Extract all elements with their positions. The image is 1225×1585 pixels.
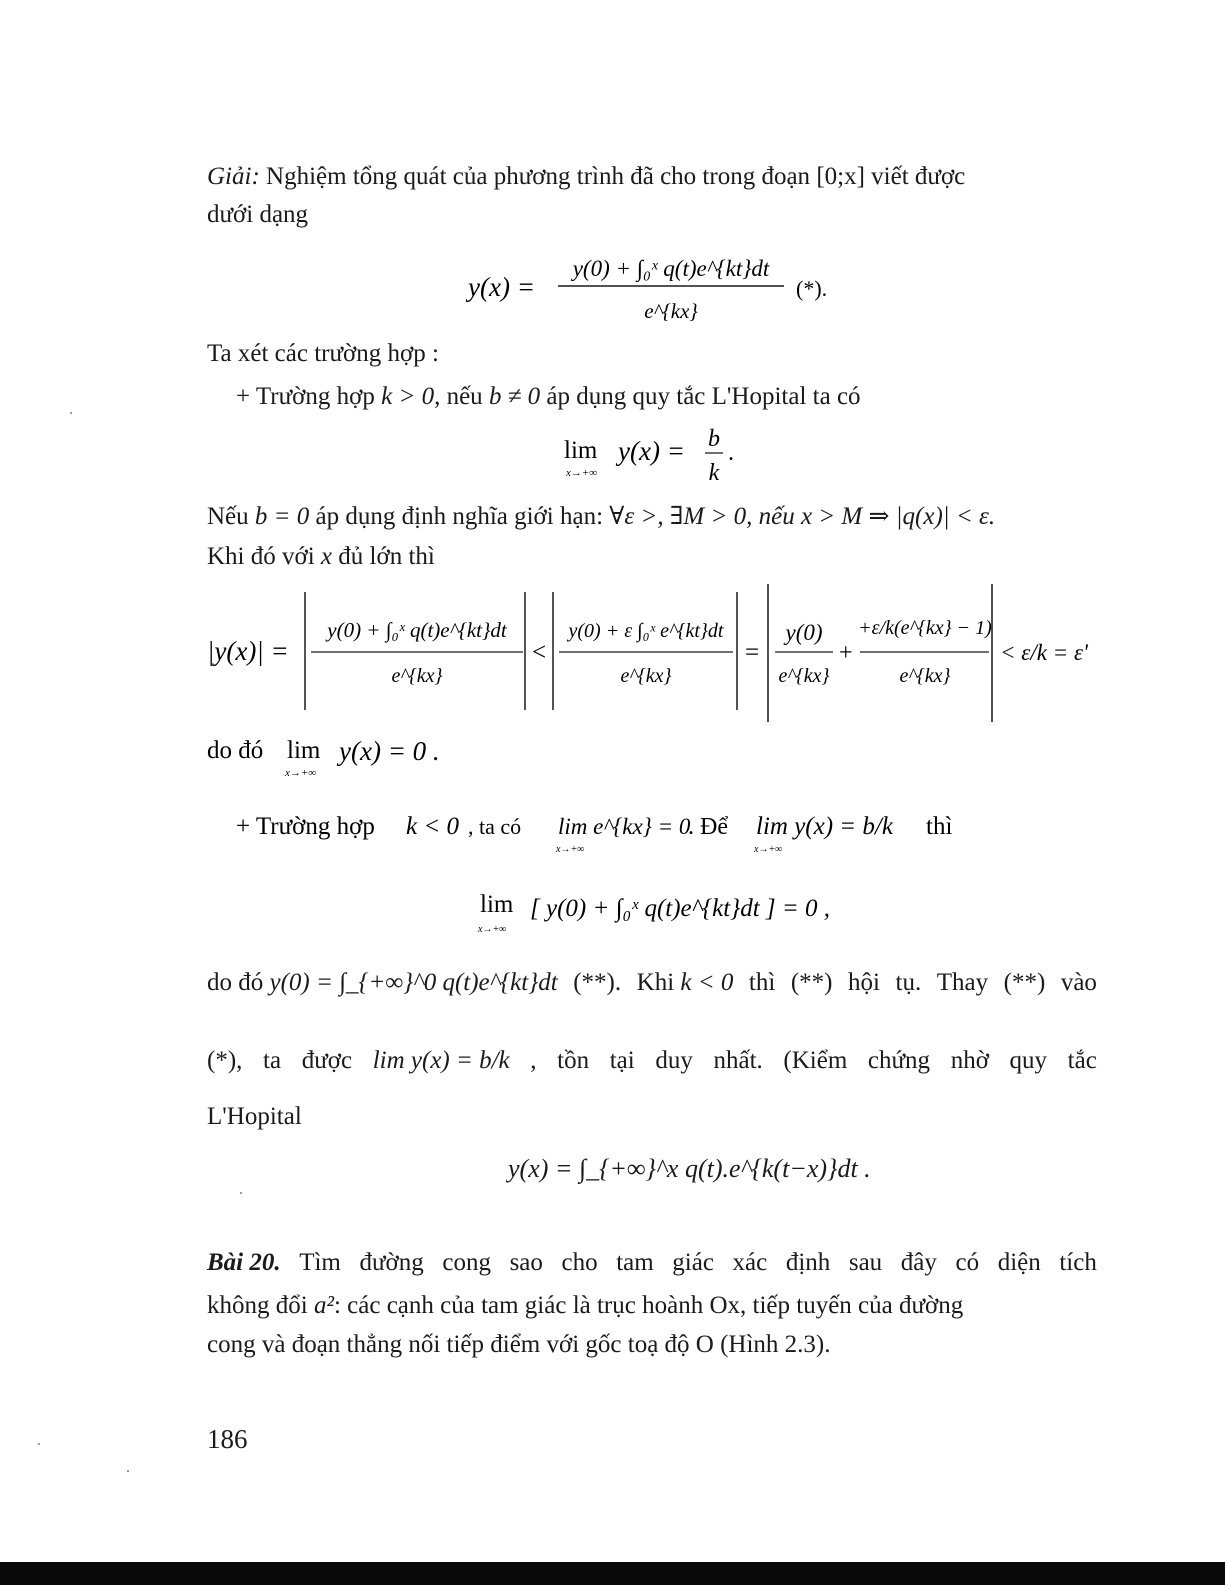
- case2-sub-1: x→+∞: [556, 844, 585, 855]
- conclude1-sub: x→+∞: [285, 767, 317, 779]
- conclude1-expr: y(x) = 0 .: [339, 736, 440, 766]
- limit2-expr: [ y(0) + ∫₀ˣ q(t)e^{kt}dt ] = 0 ,: [530, 895, 831, 922]
- abs-num-3a: y(0): [785, 620, 823, 645]
- abs-den-3b: e^{kx}: [899, 665, 951, 687]
- case2-lim1: lim e^{kx} = 0: [558, 814, 691, 839]
- eq-general-numerator: y(0) + ∫₀ˣ q(t)e^{kt}dt: [572, 256, 770, 281]
- abs-lt: <: [532, 639, 547, 666]
- case2-cond: k < 0: [406, 813, 459, 840]
- abs-result: < ε/k = ε': [1000, 640, 1088, 665]
- abs-den-1: e^{kx}: [391, 665, 443, 687]
- page-number: 186: [207, 1424, 248, 1454]
- case2-text-a: + Trường hợp: [236, 813, 375, 840]
- substitution-line: (*), ta được lim y(x) = b/k , tồn tại duy nhất. (Kiểm chứng nhờ quy tắc: [207, 1047, 1097, 1074]
- cases-intro: Ta xét các trường hợp :: [207, 340, 439, 367]
- limit1-lim: lim: [564, 437, 598, 464]
- intro-line-2: dưới dạng: [207, 201, 309, 228]
- equation-general-solution: [466, 248, 846, 333]
- limit1-sub: x→+∞: [566, 467, 598, 479]
- scan-speck: [70, 412, 72, 414]
- eq-general-lhs: y(x) =: [468, 272, 535, 302]
- abs-num-2: y(0) + ε ∫₀ˣ e^{kt}dt: [568, 620, 724, 642]
- scan-bottom-edge: [0, 1562, 1225, 1585]
- eq-general-denominator: e^{kx}: [644, 299, 698, 323]
- equation-general-svg: [466, 248, 846, 328]
- limit1-expr: y(x) =: [618, 436, 685, 466]
- abs-num-1: y(0) + ∫₀ˣ q(t)e^{kt}dt: [327, 618, 507, 642]
- limit2-lim: lim: [480, 891, 514, 918]
- case2-lim2: lim y(x) = b/k: [756, 813, 893, 840]
- scan-speck: [38, 1443, 40, 1445]
- b-zero-line-2: Khi đó với x đủ lớn thì: [207, 543, 435, 570]
- case2-line: [236, 790, 996, 865]
- equation-limit-1: [562, 420, 762, 495]
- equation-final: y(x) = ∫_{+∞}^x q(t).e^{k(t−x)}dt .: [508, 1154, 871, 1183]
- case2-text-c: . Để: [688, 814, 728, 840]
- abs-den-2: e^{kx}: [620, 665, 672, 687]
- scan-speck: [240, 1192, 242, 1194]
- limit1-tail: .: [728, 440, 734, 466]
- limit1-num: b: [708, 426, 720, 452]
- convergence-line: do đó y(0) = ∫_{+∞}^0 q(t)e^{kt}dt (**). Khi k < 0 thì (**) hội tụ. Thay (**) vào: [207, 969, 1097, 996]
- case1-line: + Trường hợp k > 0, nếu b ≠ 0 áp dụng quy tắc L'Hopital ta có: [236, 383, 861, 410]
- scan-speck: [127, 1470, 129, 1472]
- case2-text-d: thì: [926, 813, 953, 840]
- conclude1-lim: lim: [287, 737, 321, 764]
- limit1-den: k: [708, 460, 720, 486]
- equation-abs-chain: [205, 582, 1095, 732]
- equation-abs-chain-svg: [205, 582, 1095, 727]
- b-zero-line-1: Nếu b = 0 áp dụng định nghĩa giới hạn: ∀ε >, ∃M > 0, nếu x > M ⇒ |q(x)| < ε.: [207, 503, 996, 530]
- abs-den-3a: e^{kx}: [778, 665, 830, 687]
- conclude-1: [207, 728, 507, 789]
- problem-20-line-3: cong và đoạn thẳng nối tiếp điểm với gốc toạ độ O (Hình 2.3).: [207, 1331, 831, 1358]
- equation-limit-1-svg: [562, 420, 762, 490]
- abs-num-3b: +ε/k(e^{kx} − 1): [858, 617, 992, 639]
- case2-sub-2: x→+∞: [754, 844, 783, 855]
- equation-limit-2-svg: [478, 876, 858, 946]
- problem-20-line-1: Bài 20. Tìm đường cong sao cho tam giác xác định sau đây có diện tích: [207, 1249, 1097, 1276]
- lhopital-word: L'Hopital: [207, 1103, 302, 1130]
- conclude-1-svg: [207, 728, 507, 784]
- conclude1-text: do đó: [207, 737, 264, 764]
- eq-general-tag: (*).: [796, 276, 828, 301]
- case2-text-b: , ta có: [468, 814, 522, 839]
- equation-limit-2: [478, 876, 858, 951]
- abs-eq: =: [745, 639, 760, 666]
- case2-svg: [236, 790, 996, 860]
- problem-20-line-2: không đổi a²: các cạnh của tam giác là trục hoành Ox, tiếp tuyến của đường: [207, 1292, 964, 1319]
- abs-plus: +: [839, 640, 853, 666]
- limit2-sub: x→+∞: [478, 924, 507, 935]
- intro-line-1: Giải: Nghiệm tổng quát của phương trình đã cho trong đoạn [0;x] viết được: [207, 163, 966, 190]
- abs-lhs: |y(x)| =: [207, 636, 289, 666]
